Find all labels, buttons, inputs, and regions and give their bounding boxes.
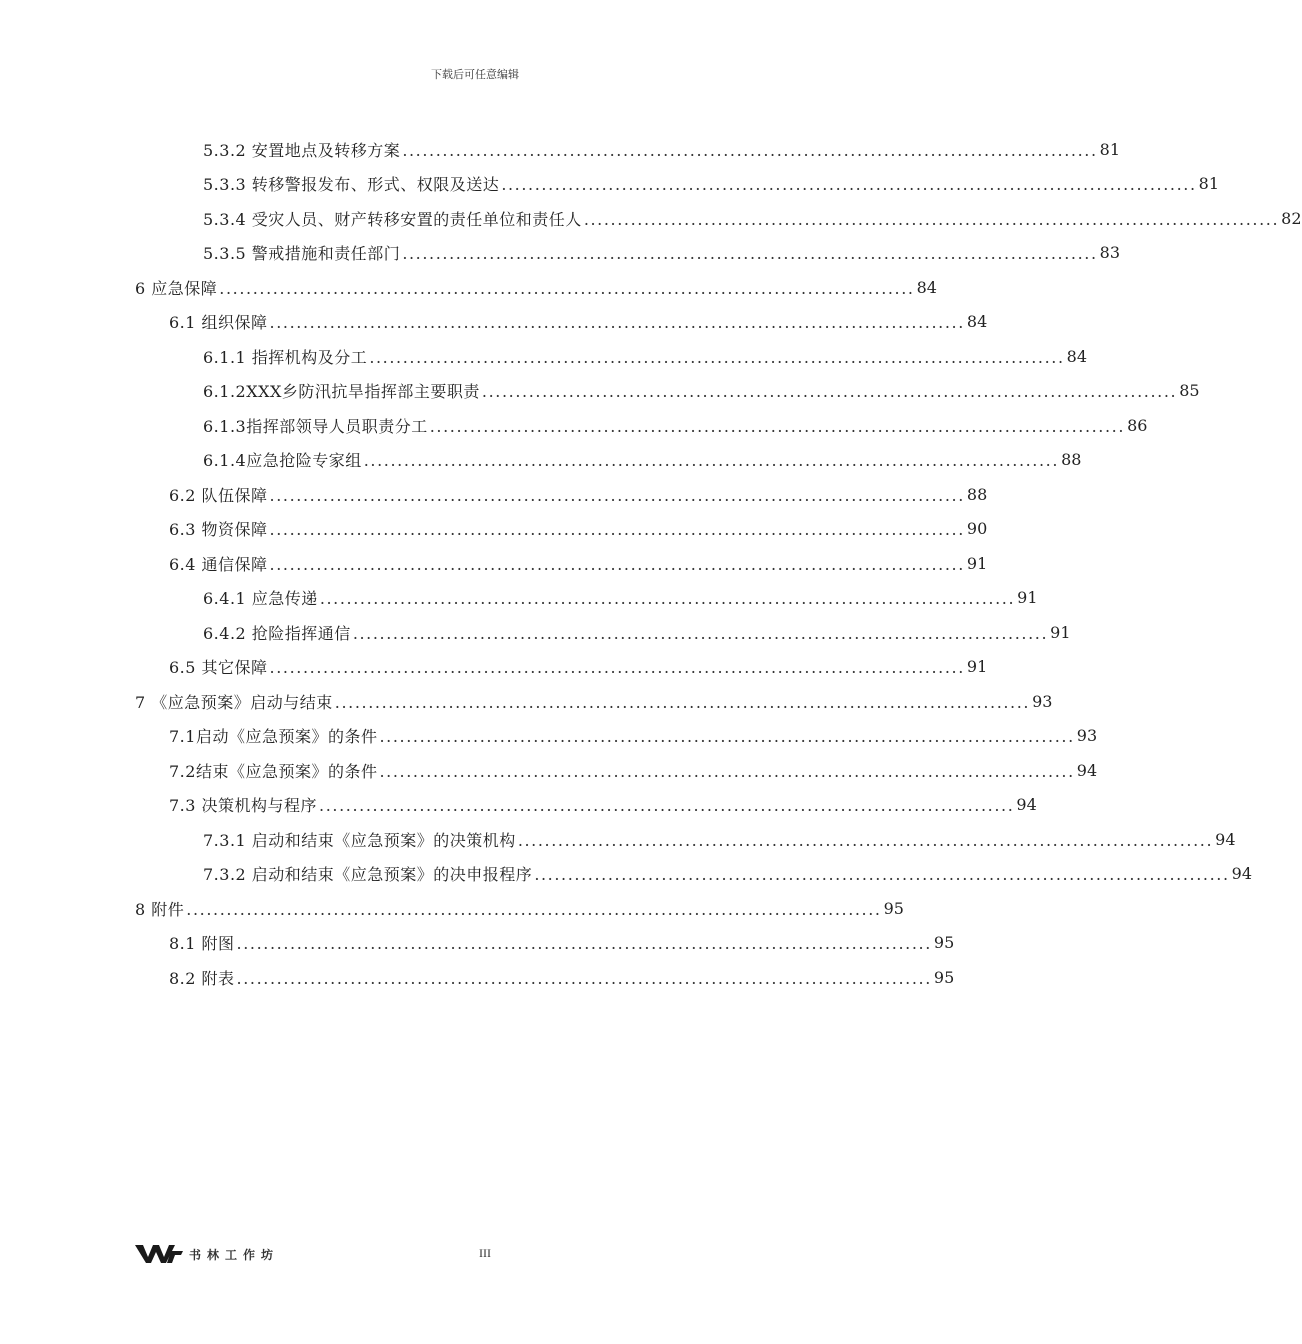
toc-entry-page: 81 (1198, 174, 1220, 193)
toc-entry-label: 8.2 附表 (169, 968, 235, 988)
toc-leader-dots: ........................................................................................................ (269, 554, 965, 574)
page-number: III (479, 1246, 491, 1260)
toc-entry-page: 94 (1016, 795, 1037, 814)
toc-leader-dots: ........................................................................................................ (219, 278, 915, 298)
toc-entry-label: 6.1 组织保障 (169, 313, 268, 332)
toc-leader-dots: ........................................................................................................ (429, 416, 1126, 436)
toc-leader-dots: ........................................................................................................ (269, 658, 965, 677)
toc-entry-7-3-1[interactable] (203, 822, 1236, 856)
toc-entry-8-2[interactable] (169, 960, 955, 994)
toc-leader-dots: ........................................................................................................ (517, 830, 1214, 850)
toc-leader-dots: ........................................................................................................ (319, 796, 1015, 815)
toc-entry-page: 94 (1215, 829, 1236, 849)
toc-entry-8[interactable] (135, 891, 904, 925)
toc-entry-page: 95 (933, 933, 955, 952)
toc-entry-label: 6.1.1 指挥机构及分工 (203, 347, 368, 367)
toc-entry-page: 94 (1076, 760, 1098, 780)
toc-entry-page: 85 (1179, 381, 1200, 400)
toc-entry-6[interactable] (135, 270, 937, 304)
toc-leader-dots: ........................................................................................................ (236, 934, 932, 953)
toc-leader-dots: ........................................................................................................ (186, 899, 882, 919)
toc-entry-6-1-1[interactable] (203, 339, 1088, 373)
toc-entry-6-3[interactable] (169, 512, 988, 546)
toc-entry-label: 7.3.2 启动和结束《应急预案》的决申报程序 (203, 865, 533, 884)
toc-entry-page: 91 (1050, 622, 1071, 642)
toc-leader-dots: ........................................................................................................ (236, 968, 932, 988)
footer-logo-text: 书林工作坊 (189, 1247, 280, 1262)
toc-entry-label: 6.1.2XXX乡防汛抗旱指挥部主要职责 (203, 382, 480, 401)
toc-entry-page: 90 (966, 519, 988, 538)
toc-entry-page: 86 (1127, 415, 1148, 435)
toc-entry-label: 6.4 通信保障 (169, 554, 268, 574)
toc-leader-dots: ........................................................................................................ (269, 520, 965, 539)
toc-entry-page: 93 (1076, 726, 1098, 745)
toc-entry-page: 82 (1281, 208, 1302, 228)
toc-entry-6-1-4[interactable] (203, 443, 1082, 477)
toc-leader-dots: ........................................................................................................ (269, 485, 965, 505)
toc-entry-label: 6 应急保障 (135, 278, 218, 298)
toc-entry-label: 8.1 附图 (169, 934, 235, 953)
toc-entry-page: 88 (1061, 450, 1082, 469)
toc-entry-page: 83 (1099, 243, 1121, 262)
toc-entry-page: 91 (966, 657, 988, 676)
toc-entry-label: 5.3.3 转移警报发布、形式、权限及送达 (203, 175, 500, 194)
toc-entry-label: 6.4.1 应急传递 (203, 589, 318, 608)
toc-entry-page: 81 (1099, 139, 1121, 159)
toc-leader-dots: ........................................................................................................ (269, 313, 965, 332)
toc-entry-page: 93 (1032, 691, 1053, 711)
toc-entry-8-1[interactable] (169, 926, 955, 960)
toc-leader-dots: ........................................................................................................ (369, 347, 1065, 367)
toc-entry-6-1-3[interactable] (203, 408, 1148, 442)
toc-entry-7-2[interactable] (169, 753, 1098, 787)
toc-entry-label: 6.4.2 抢险指挥通信 (203, 623, 351, 643)
toc-entry-6-1-2[interactable] (203, 374, 1200, 408)
toc-entry-6-1[interactable] (169, 305, 988, 339)
toc-entry-6-4-2[interactable] (203, 615, 1071, 649)
toc-leader-dots: ........................................................................................................ (583, 209, 1280, 229)
toc-entry-page: 95 (933, 967, 955, 987)
toc-leader-dots: ........................................................................................................ (352, 623, 1049, 643)
toc-entry-label: 7 《应急预案》启动与结束 (135, 692, 333, 712)
toc-entry-5-3-3[interactable] (203, 167, 1220, 201)
toc-entry-6-5[interactable] (169, 650, 988, 684)
toc-entry-6-4[interactable] (169, 546, 988, 580)
toc-entry-7-3[interactable] (169, 788, 1037, 822)
toc-leader-dots: ........................................................................................................ (334, 692, 1031, 712)
toc-entry-label: 7.3.1 启动和结束《应急预案》的决策机构 (203, 830, 516, 850)
toc-entry-label: 6.2 队伍保障 (169, 485, 268, 505)
toc-entry-label: 7.2结束《应急预案》的条件 (169, 761, 378, 781)
toc-entry-label: 7.3 决策机构与程序 (169, 796, 318, 815)
toc-entry-page: 84 (1066, 346, 1088, 366)
toc-entry-page: 91 (1017, 588, 1038, 607)
toc-entry-page: 91 (966, 553, 988, 573)
toc-entry-7-3-2[interactable] (203, 857, 1253, 891)
toc-entry-label: 5.3.5 警戒措施和责任部门 (203, 244, 401, 263)
toc-entry-label: 6.3 物资保障 (169, 520, 268, 539)
toc-leader-dots: ........................................................................................................ (481, 382, 1178, 401)
toc-entry-6-4-1[interactable] (203, 581, 1038, 615)
toc-entry-5-3-2[interactable] (203, 132, 1121, 166)
toc-leader-dots: ........................................................................................................ (379, 727, 1075, 746)
toc-leader-dots: ........................................................................................................ (319, 589, 1016, 608)
toc-leader-dots: ........................................................................................................ (534, 865, 1230, 884)
toc-entry-5-3-5[interactable] (203, 236, 1121, 270)
toc-leader-dots: ........................................................................................................ (363, 451, 1060, 470)
toc-entry-label: 7.1启动《应急预案》的条件 (169, 727, 378, 746)
toc-entry-label: 6.1.3指挥部领导人员职责分工 (203, 416, 428, 436)
toc-entry-label: 5.3.4 受灾人员、财产转移安置的责任单位和责任人 (203, 209, 582, 229)
page-header: 下载后可任意编辑 (431, 68, 519, 81)
toc-entry-6-2[interactable] (169, 477, 988, 511)
toc-entry-label: 5.3.2 安置地点及转移方案 (203, 140, 401, 160)
toc-leader-dots: ........................................................................................................ (501, 175, 1197, 194)
toc-leader-dots: ........................................................................................................ (402, 244, 1098, 263)
toc-entry-label: 6.1.4应急抢险专家组 (203, 451, 362, 470)
toc-entry-7[interactable] (135, 684, 1053, 718)
toc-entry-7-1[interactable] (169, 719, 1098, 753)
toc-entry-page: 94 (1231, 864, 1253, 883)
toc-entry-page: 95 (883, 898, 904, 918)
toc-leader-dots: ........................................................................................................ (379, 761, 1075, 781)
toc-entry-page: 84 (966, 312, 988, 331)
toc-leader-dots: ........................................................................................................ (402, 140, 1098, 160)
toc-entry-5-3-4[interactable] (203, 201, 1302, 235)
toc-entry-page: 84 (916, 277, 937, 297)
toc-entry-page: 88 (966, 484, 988, 504)
toc-entry-label: 8 附件 (135, 899, 185, 919)
toc-entry-label: 6.5 其它保障 (169, 658, 268, 677)
